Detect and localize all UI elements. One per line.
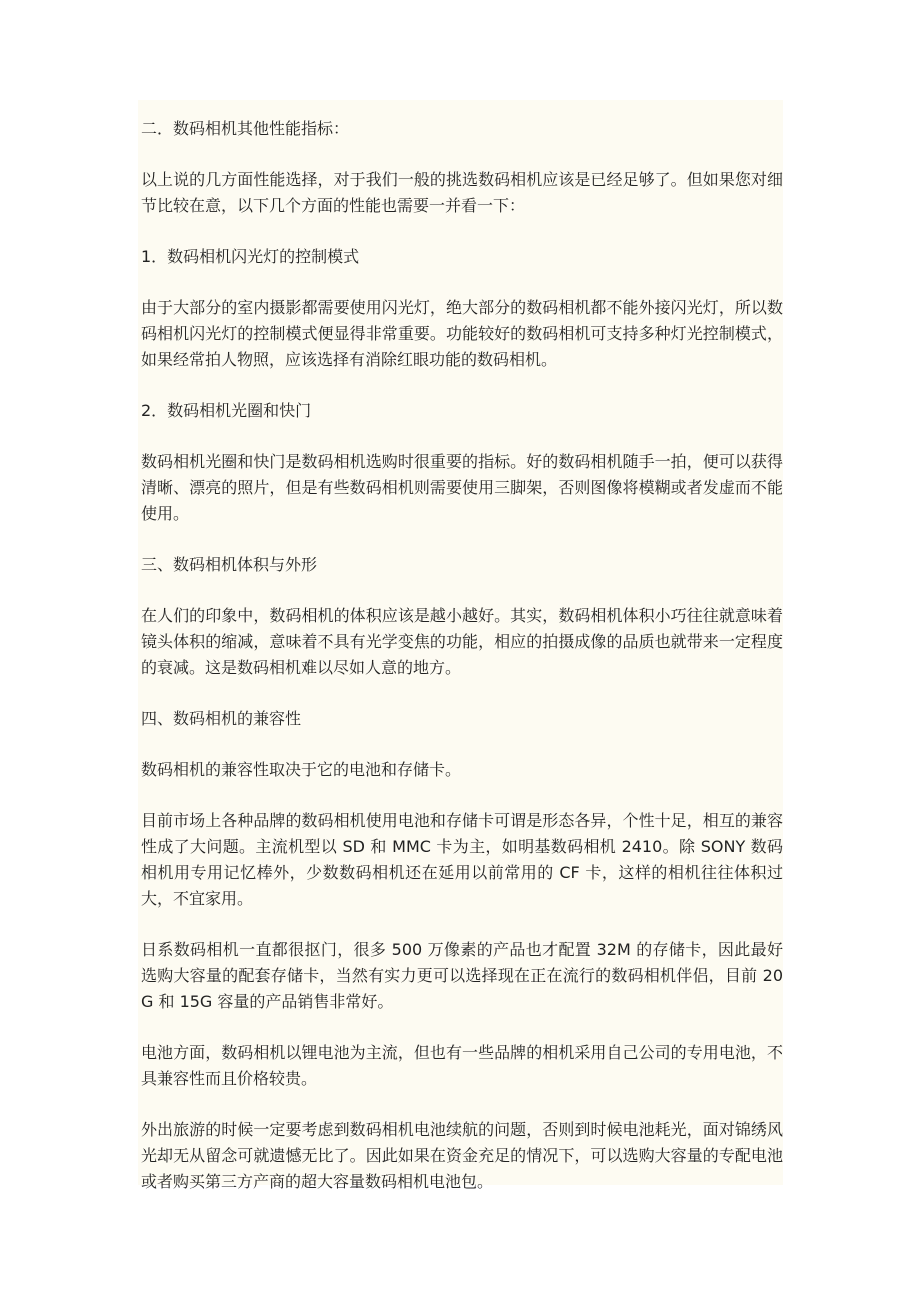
section-heading-aperture-shutter: 2．数码相机光圈和快门 — [141, 401, 312, 420]
section-heading-flash-mode: 1．数码相机闪光灯的控制模式 — [141, 247, 360, 266]
document-content — [141, 116, 783, 1220]
paragraph-intro: 以上说的几方面性能选择，对于我们一般的挑选数码相机应该是已经足够了。但如果您对细节比较在意，以下几个方面的性能也需要一并看一下： — [141, 170, 783, 215]
paragraph-memory-cards: 目前市场上各种品牌的数码相机使用电池和存储卡可谓是形态各异，个性十足，相互的兼容性成了大问题。主流机型以 SD 和 MMC 卡为主，如明基数码相机 2410。除 SONY 数码相机用专用记忆棒外，少数数码相机还在延用以前常用的 CF 卡，这样的相机往往体积过大，不宜家用。 — [141, 811, 783, 908]
paragraph-storage-capacity: 日系数码相机一直都很抠门，很多 500 万像素的产品也才配置 32M 的存储卡，因此最好选购大容量的配套存储卡，当然有实力更可以选择现在正在流行的数码相机伴侣，目前 20G 和 15G 容量的产品销售非常好。 — [141, 940, 783, 1011]
section-heading-compatibility: 四、数码相机的兼容性 — [141, 709, 302, 728]
paragraph-battery: 电池方面，数码相机以锂电池为主流，但也有一些品牌的相机采用自己公司的专用电池，不具兼容性而且价格较贵。 — [141, 1043, 783, 1088]
paragraph-size-shape: 在人们的印象中，数码相机的体积应该是越小越好。其实，数码相机体积小巧往往就意味着镜头体积的缩减，意味着不具有光学变焦的功能，相应的拍摄成像的品质也就带来一定程度的衰减。这是数码相机难以尽如人意的地方。 — [141, 606, 783, 677]
paragraph-aperture-shutter: 数码相机光圈和快门是数码相机选购时很重要的指标。好的数码相机随手一拍，便可以获得清晰、漂亮的照片，但是有些数码相机则需要使用三脚架，否则图像将模糊或者发虚而不能使用。 — [141, 452, 783, 523]
section-heading-other-specs: 二．数码相机其他性能指标： — [141, 119, 350, 138]
paragraph-travel-battery: 外出旅游的时候一定要考虑到数码相机电池续航的问题，否则到时候电池耗光，面对锦绣风光却无从留念可就遗憾无比了。因此如果在资金充足的情况下，可以选购大容量的专配电池或者购买第三方产商的超大容量数码相机电池包。 — [141, 1120, 783, 1191]
paragraph-flash-mode: 由于大部分的室内摄影都需要使用闪光灯，绝大部分的数码相机都不能外接闪光灯，所以数码相机闪光灯的控制模式便显得非常重要。功能较好的数码相机可支持多种灯光控制模式，如果经常拍人物照，应该选择有消除红眼功能的数码相机。 — [141, 298, 783, 369]
paragraph-compatibility-intro: 数码相机的兼容性取决于它的电池和存储卡。 — [141, 760, 462, 779]
document-page — [138, 100, 783, 1191]
section-heading-size-shape: 三、数码相机体积与外形 — [141, 555, 318, 574]
